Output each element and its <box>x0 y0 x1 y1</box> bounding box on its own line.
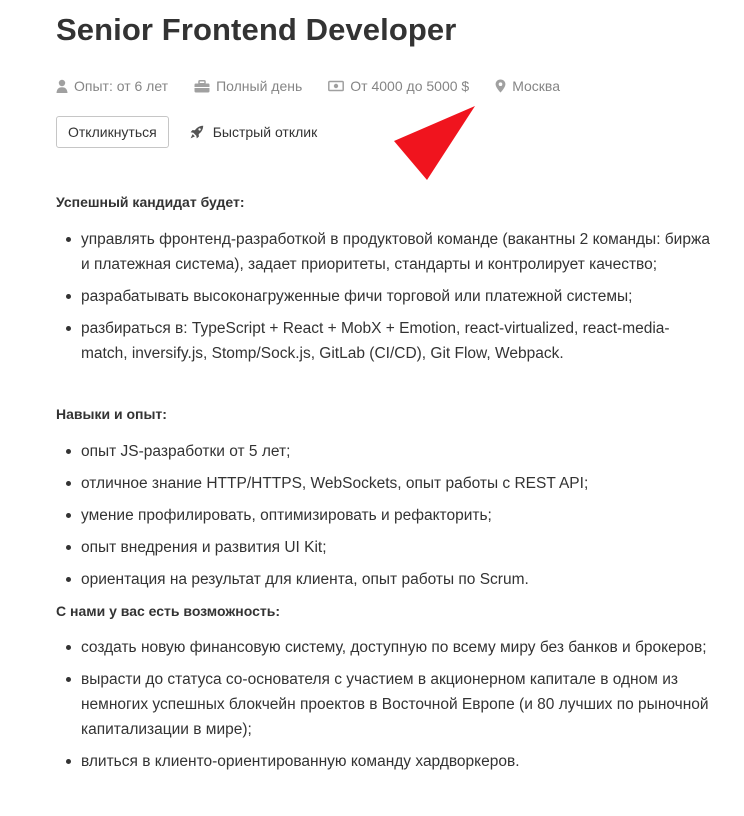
employment-text: Полный день <box>216 78 303 94</box>
respond-button[interactable]: Откликнуться <box>56 116 169 148</box>
experience-text: Опыт: от 6 лет <box>74 78 169 94</box>
opportunities-list <box>56 635 716 774</box>
vacancy-meta <box>56 76 586 96</box>
vacancy-actions <box>56 116 317 148</box>
meta-employment <box>194 78 302 94</box>
section-title-successful-candidate: Успешный кандидат будет: <box>56 194 245 210</box>
list-item: разбираться в: TypeScript + React + MobX + Emotion, react-virtualized, react-media-match, inversify.js, Stomp/Sock.js, GitLab (CI/CD), Git Flow, Webpack. <box>56 316 716 366</box>
briefcase-icon <box>194 80 210 93</box>
list-item: опыт внедрения и развития UI Kit; <box>56 535 716 560</box>
skills-list <box>56 439 716 592</box>
meta-location <box>495 78 560 94</box>
list-item: опыт JS-разработки от 5 лет; <box>56 439 716 464</box>
section-title-opportunities: С нами у вас есть возможность: <box>56 603 280 619</box>
list-item: влиться в клиенто-ориентированную команду хардворкеров. <box>56 749 716 774</box>
location-text: Москва <box>512 78 560 94</box>
rocket-icon <box>190 125 204 139</box>
salary-text: От 4000 до 5000 $ <box>350 78 470 94</box>
red-pointer-arrow <box>394 100 478 182</box>
responsibilities-list <box>56 227 716 366</box>
list-item: ориентация на результат для клиента, опыт работы по Scrum. <box>56 567 716 592</box>
meta-experience <box>56 78 168 94</box>
location-pin-icon <box>495 79 506 93</box>
list-item: умение профилировать, оптимизировать и рефакторить; <box>56 503 716 528</box>
money-icon <box>328 80 344 92</box>
section-title-skills: Навыки и опыт: <box>56 406 167 422</box>
quick-response-link[interactable] <box>190 124 318 140</box>
page-title: Senior Frontend Developer <box>56 12 457 47</box>
list-item: отличное знание HTTP/HTTPS, WebSockets, опыт работы с REST API; <box>56 471 716 496</box>
list-item: управлять фронтенд-разработкой в продуктовой команде (вакантны 2 команды: биржа и платежная система), задает приоритеты, стандарты и контролирует качество; <box>56 227 716 277</box>
meta-salary <box>328 78 469 94</box>
quick-response-label: Быстрый отклик <box>212 124 318 140</box>
list-item: разрабатывать высоконагруженные фичи торговой или платежной системы; <box>56 284 716 309</box>
list-item: создать новую финансовую систему, доступную по всему миру без банков и брокеров; <box>56 635 716 660</box>
list-item: вырасти до статуса со-основателя с участием в акционерном капитале в одном из немногих успешных блокчейн проектов в Восточной Европе (и 80 лучших по рыночной капитализации в мире); <box>56 667 716 742</box>
person-icon <box>56 79 68 93</box>
